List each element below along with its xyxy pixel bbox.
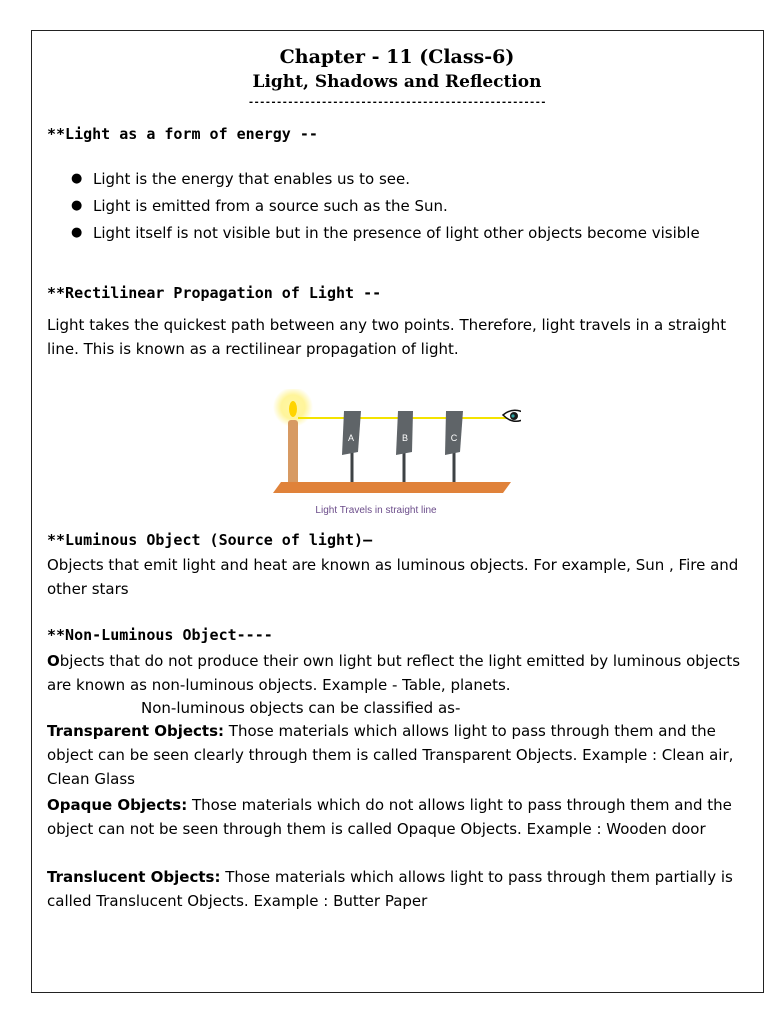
card-label-a: A [347,433,355,443]
drop-letter: O [47,652,60,670]
classification-intro: Non-luminous objects can be classified as- [141,699,461,717]
candle-flame [289,401,297,417]
translucent-term: Translucent Objects: [47,868,221,886]
card-a [342,411,361,490]
list-item: ● Light is the energy that enables us to see. [47,167,747,191]
nonluminous-heading: **Non-Luminous Object---- [47,626,273,644]
energy-heading: **Light as a form of energy -- [47,125,318,143]
chapter-title: Chapter - 11 (Class-6) [279,46,515,68]
chapter-subtitle: Light, Shadows and Reflection [252,72,542,92]
transparent-definition: Transparent Objects: Those materials which allows light to pass through them and the object can be seen clearly through them is called Transparent Objects. Example : Clean air, Clean Glass [47,722,734,788]
transparent-term: Transparent Objects: [47,722,225,740]
luminous-heading: **Luminous Object (Source of light)– [47,531,373,549]
document-page [31,30,764,993]
title-rule: ----------------------------------------------------- [248,97,546,108]
wooden-board [273,482,511,493]
luminous-paragraph: Objects that emit light and heat are known as luminous objects. For example, Sun , Fire and other stars [47,556,739,598]
light-straight-line-figure [241,389,521,519]
card-c [445,411,463,490]
energy-list [47,167,747,245]
eye-icon [503,410,521,421]
opaque-term: Opaque Objects: [47,796,188,814]
list-item: ● Light itself is not visible but in the presence of light other objects become visible [47,221,747,245]
card-b [396,411,413,490]
bullet-icon: ● [71,225,83,240]
translucent-definition: Translucent Objects: Those materials which allows light to pass through them partially is called Translucent Objects. Example : Butter Paper [47,868,733,910]
rectilinear-paragraph: Light takes the quickest path between any two points. Therefore, light travels in a straight line. This is known as a rectilinear propagation of light. [47,316,727,358]
card-label-b: B [401,433,409,443]
rectilinear-heading: **Rectilinear Propagation of Light -- [47,284,382,302]
bullet-icon: ● [71,198,83,213]
bullet-icon: ● [71,171,83,186]
list-item: ● Light is emitted from a source such as the Sun. [47,194,747,218]
candle [288,420,298,486]
card-label-c: C [450,433,458,443]
figure-caption: Light Travels in straight line [315,505,437,516]
nonluminous-paragraph: Objects that do not produce their own light but reflect the light emitted by luminous objects are known as non-luminous objects. Example - Table, planets. [47,652,741,694]
opaque-definition: Opaque Objects: Those materials which do not allows light to pass through them and the object can not be seen through them is called Opaque Objects. Example : Wooden door [47,796,732,838]
